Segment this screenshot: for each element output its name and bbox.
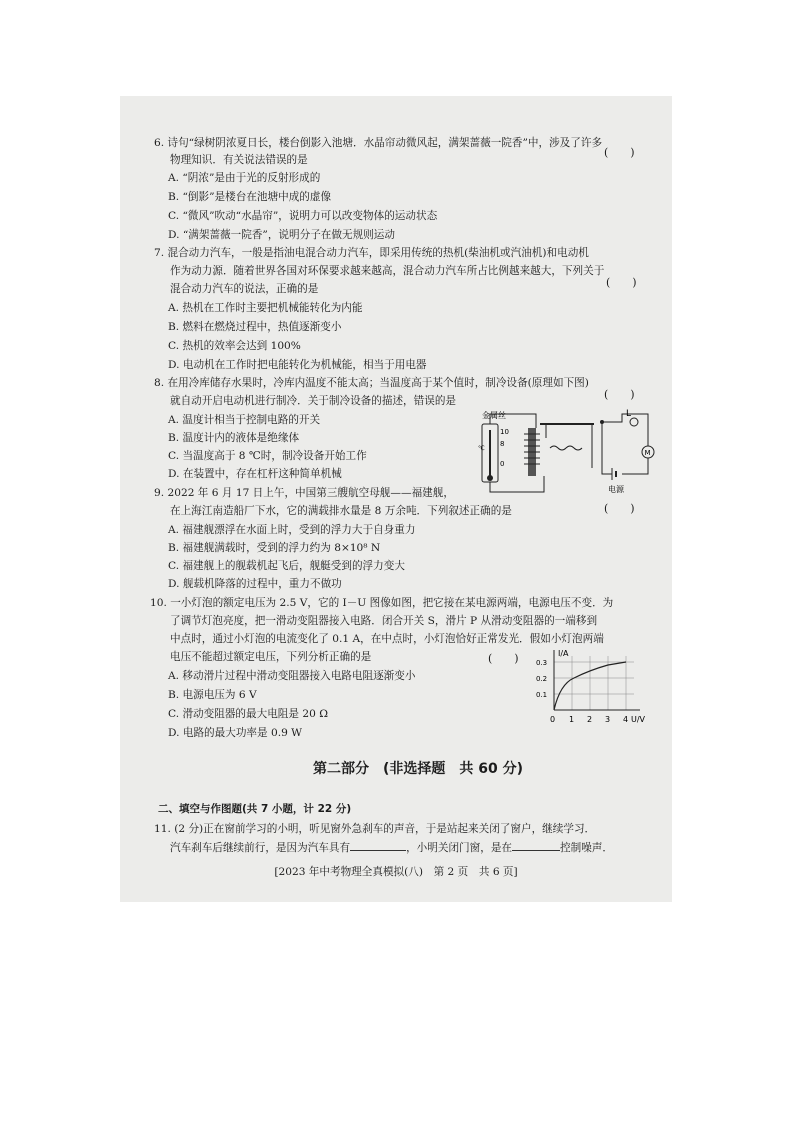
x-tick-2: 2	[587, 715, 593, 724]
q6-stem-line2: 物理知识．有关说法错误的是	[170, 154, 308, 166]
q9-stem-line2: 在上海江南造船厂下水，它的满载排水量是 8 万余吨．下列叙述正确的是	[170, 505, 512, 517]
q10-iu-graph	[534, 648, 654, 738]
q8-option-c: C. 当温度高于 8 ℃时，制冷设备开始工作	[168, 450, 367, 462]
q10-option-a: A. 移动滑片过程中滑动变阻器接入电路电阻逐渐变小	[168, 670, 416, 682]
part2-title: 第二部分 (非选择题 共 60 分)	[312, 761, 524, 777]
q6-option-d: D. “满架蔷薇一院香”，说明分子在做无规则运动	[168, 229, 395, 241]
q7-stem-line1: 7. 混合动力汽车，一般是指油电混合动力汽车，即采用传统的热机(柴油机或汽油机)和电动机	[154, 247, 589, 259]
q10-option-b: B. 电源电压为 6 V	[168, 689, 257, 701]
y-axis-label: I/A	[558, 649, 569, 658]
y-tick-0-3: 0.3	[536, 659, 548, 667]
motor-label: M	[644, 449, 651, 457]
x-tick-0: 0	[550, 715, 556, 724]
q8-stem-line2: 就自动开启电动机进行制冷．关于制冷设备的描述，错误的是	[170, 395, 457, 407]
q8-option-b: B. 温度计内的液体是绝缘体	[168, 432, 300, 444]
q7-option-d: D. 电动机在工作时把电能转化为机械能，相当于用电器	[168, 359, 427, 371]
q10-stem-line4: 电压不能超过额定电压，下列分析正确的是	[170, 651, 372, 663]
power-label: 电源	[608, 485, 624, 494]
q7-option-c: C. 热机的效率会达到 100%	[168, 340, 301, 352]
q6-option-b: B. “倒影”是楼台在池塘中成的虚像	[168, 191, 332, 203]
x-tick-3: 3	[605, 715, 611, 724]
q6-answer-paren: ( )	[604, 146, 635, 159]
q10-stem-line2: 了调节灯泡亮度，把一滑动变阻器接入电路．闭合开关 S，滑片 P 从滑动变阻器的一端移到	[170, 615, 598, 627]
y-tick-0-1: 0.1	[536, 691, 548, 699]
q8-answer-paren: ( )	[604, 388, 635, 401]
q9-option-a: A. 福建舰漂浮在水面上时，受到的浮力大于自身重力	[168, 524, 416, 536]
x-axis-label: U/V	[631, 715, 646, 724]
q8-stem-line1: 8. 在用冷库储存水果时，冷库内温度不能太高；当温度高于某个值时，制冷设备(原理如下图)	[154, 377, 589, 389]
scale-top-label: 10	[500, 428, 509, 436]
q7-answer-paren: ( )	[606, 276, 637, 289]
q11-line2-part3: 控制噪声．	[560, 842, 613, 854]
scale-bottom-label: 0	[500, 460, 505, 468]
q7-stem-line2: 作为动力源．随着世界各国对环保要求越来越高，混合动力汽车所占比例越来越大，下列关于	[170, 265, 605, 277]
scale-mid-label: 8	[500, 440, 505, 448]
lamp-icon	[630, 418, 638, 426]
q9-answer-paren: ( )	[604, 502, 635, 515]
y-tick-0-2: 0.2	[536, 675, 548, 683]
q9-stem-line1: 9. 2022 年 6 月 17 日上午，中国第三艘航空母舰——福建舰，	[154, 487, 454, 499]
q10-stem-line3: 中点时，通过小灯泡的电流变化了 0.1 A，在中点时，小灯泡恰好正常发光．假如小灯泡两端	[170, 633, 604, 645]
q9-option-c: C. 福建舰上的舰载机起飞后，舰艇受到的浮力变大	[168, 560, 405, 572]
q6-option-c: C. “微风”吹动“水晶帘”，说明力可以改变物体的运动状态	[168, 210, 438, 222]
q10-stem-line1: 10. 一小灯泡的额定电压为 2.5 V，它的 I－U 图像如图，把它接在某电源两端，电源电压不变．为	[150, 597, 614, 609]
page-footer: [2023 年中考物理全真模拟(八) 第 2 页 共 6 页]	[274, 866, 518, 878]
lamp-label: L	[626, 409, 632, 419]
q11-line2-part2: ，小明关闭门窗，是在	[406, 842, 513, 854]
metal-wire-label: 金属丝	[482, 411, 506, 420]
q7-option-b: B. 燃料在燃烧过程中，热值逐渐变小	[168, 321, 342, 333]
x-tick-1: 1	[569, 715, 575, 724]
q9-option-b: B. 福建舰满载时，受到的浮力约为 8×10⁸ N	[168, 542, 381, 554]
x-tick-4: 4	[623, 715, 629, 724]
q8-refrigeration-circuit-figure	[474, 408, 660, 498]
q11-line2	[170, 840, 613, 855]
scale-unit-label: ℃	[478, 445, 485, 452]
q7-option-a: A. 热机在工作时主要把机械能转化为内能	[168, 302, 363, 314]
q9-option-d: D. 舰载机降落的过程中，重力不做功	[168, 578, 342, 590]
q11-line1: 11. (2 分)正在窗前学习的小明，听见窗外急刹车的声音，于是站起来关闭了窗户，继续学习．	[154, 823, 596, 835]
exam-page	[120, 96, 672, 902]
section2-heading: 二、填空与作图题(共 7 小题，计 22 分)	[158, 803, 352, 815]
q10-option-c: C. 滑动变阻器的最大电阻是 20 Ω	[168, 708, 328, 720]
q6-option-a: A. “阴浓”是由于光的反射形成的	[168, 172, 321, 184]
spring	[550, 446, 582, 450]
q11-blank-1[interactable]	[350, 840, 406, 851]
q11-line2-part1: 汽车刹车后继续前行，是因为汽车具有	[170, 842, 351, 854]
q8-option-a: A. 温度计相当于控制电路的开关	[168, 414, 321, 426]
q6-stem-line1: 6. 诗句“绿树阴浓夏日长，楼台倒影入池塘．水晶帘动微风起，满架蔷薇一院香”中，涉及了许多	[154, 137, 603, 149]
q7-stem-line3: 混合动力汽车的说法，正确的是	[170, 283, 319, 295]
q8-option-d: D. 在装置中，存在杠杆这种简单机械	[168, 468, 342, 480]
q11-blank-2[interactable]	[512, 840, 560, 851]
q10-answer-paren: ( )	[488, 652, 519, 665]
q10-option-d: D. 电路的最大功率是 0.9 W	[168, 727, 303, 739]
